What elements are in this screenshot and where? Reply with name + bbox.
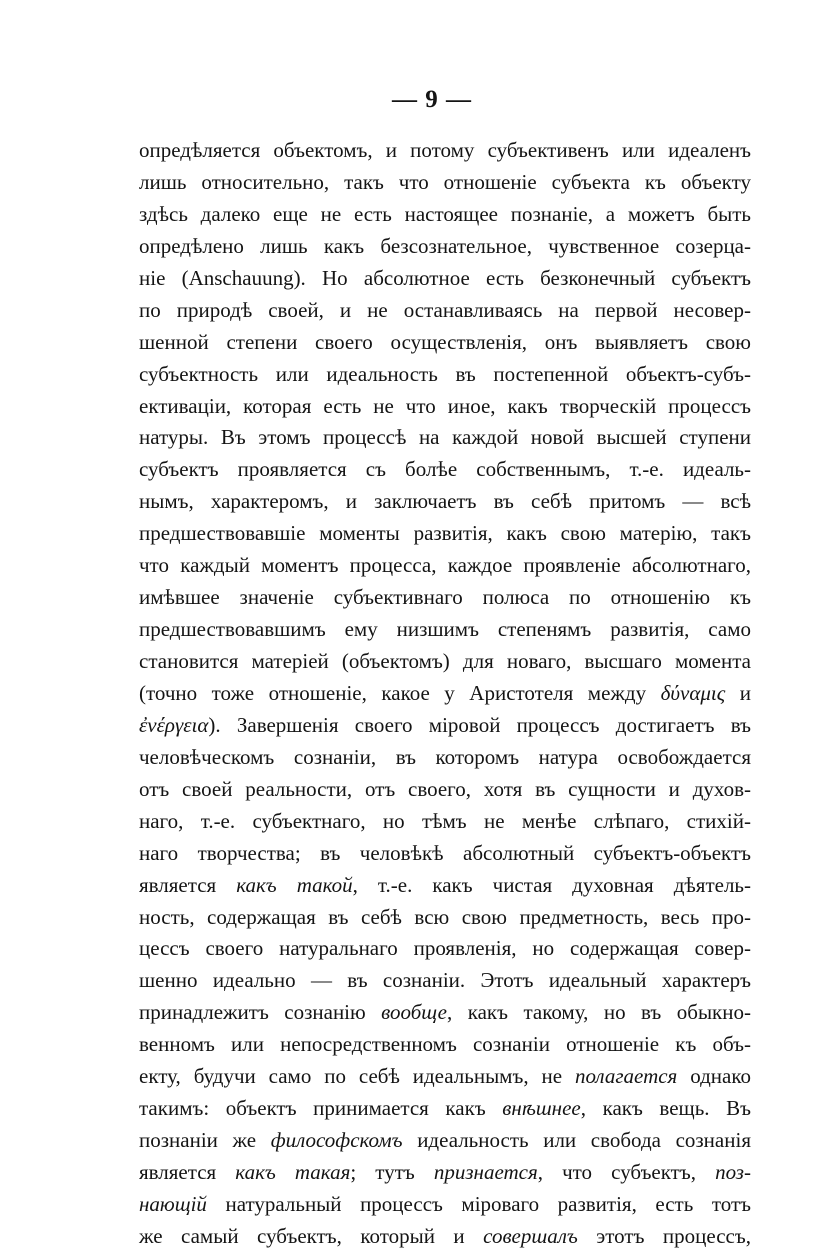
text-line — [139, 614, 751, 646]
text-segment: нымъ, характеромъ, и заключаетъ въ себѣ притомъ — всѣ — [139, 489, 751, 514]
text-line — [139, 902, 751, 934]
text-line — [139, 965, 751, 997]
text-segment: натуры. Въ этомъ процессѣ на каждой новой высшей ступени — [139, 425, 751, 450]
text-segment: ность, содержащая въ себѣ всю свою предметность, весь про- — [139, 904, 751, 929]
text-line — [139, 199, 751, 231]
emphasized-text: нающій — [139, 1191, 207, 1216]
emphasized-text: вообще — [381, 1000, 447, 1025]
text-line — [139, 870, 751, 902]
text-line — [139, 454, 751, 486]
text-segment: является — [139, 872, 237, 897]
text-segment: шенной степени своего осуществленія, онъ выявляетъ свою — [139, 329, 751, 354]
text-segment: же самый субъектъ, который и — [139, 1223, 484, 1248]
text-segment: (точно тоже отношеніе, какое у Аристотеля между — [139, 680, 661, 705]
text-segment: ). Завершенія своего міровой процессъ достигаетъ въ — [208, 712, 751, 737]
text-segment: человѣческомъ сознаніи, въ которомъ натура освобождается — [139, 744, 751, 769]
text-segment: опредѣляется объектомъ, и потому субъективенъ или идеаленъ — [139, 138, 751, 162]
text-segment: натуральный процессъ міроваго развитія, есть тотъ — [206, 1191, 751, 1216]
emphasized-text: философскомъ — [270, 1128, 403, 1153]
text-line — [139, 933, 751, 965]
text-line — [139, 550, 751, 582]
text-segment: субъектъ проявляется съ болѣе собственнымъ, т.-е. идеаль- — [139, 457, 751, 482]
text-line — [139, 167, 751, 199]
text-line — [139, 135, 751, 167]
text-segment: екту, будучи само по себѣ идеальнымъ, не — [139, 1064, 575, 1089]
text-segment: лишь относительно, такъ что отношеніе субъекта къ объекту — [139, 169, 751, 194]
text-segment: венномъ или непосредственномъ сознаніи отношеніе къ объ- — [139, 1032, 751, 1057]
emphasized-text: ἐνέργεια — [139, 712, 209, 737]
text-segment: шенно идеально — въ сознаніи. Этотъ идеальный характеръ — [139, 968, 751, 993]
emphasized-text: какъ такой — [236, 872, 353, 897]
text-line — [139, 518, 751, 550]
text-segment: по природѣ своей, и не останавливаясь на первой несовер- — [139, 297, 751, 322]
text-line — [139, 1125, 751, 1157]
text-line — [139, 1093, 751, 1125]
text-segment: такимъ: объектъ принимается какъ — [139, 1096, 503, 1121]
text-line — [139, 646, 751, 678]
text-segment: этотъ процессъ, — [577, 1223, 751, 1248]
text-segment: наго творчества; въ человѣкѣ абсолютный субъектъ-объектъ — [139, 840, 751, 865]
emphasized-text: совершалъ — [483, 1223, 578, 1248]
text-line — [139, 231, 751, 263]
text-line — [139, 710, 751, 742]
text-segment: отъ своей реальности, отъ своего, хотя въ сущности и духов- — [139, 776, 751, 801]
text-line — [139, 678, 751, 710]
text-line — [139, 1061, 751, 1093]
text-line — [139, 806, 751, 838]
emphasized-text: признается — [433, 1160, 538, 1184]
text-segment: становится матеріей (объектомъ) для новаго, высшаго момента — [139, 649, 751, 673]
emphasized-text: какъ такая — [235, 1160, 351, 1184]
text-segment: , какъ вещь. Въ — [580, 1096, 752, 1121]
text-line — [139, 582, 751, 614]
text-line — [139, 295, 751, 327]
text-line — [139, 391, 751, 423]
text-segment: ніе (Anschauung). Но абсолютное есть безконечный субъектъ — [139, 265, 751, 290]
text-segment: опредѣлено лишь какъ безсознательное, чувственное созерца- — [139, 233, 751, 258]
text-segment: предшествовавшіе моменты развитія, какъ свою матерію, такъ — [139, 521, 751, 546]
text-line — [139, 422, 751, 454]
text-line — [139, 359, 751, 391]
text-line — [139, 774, 751, 806]
text-segment: познаніи же — [139, 1128, 271, 1153]
text-segment: , т.-е. какъ чистая духовная дѣятель- — [352, 872, 752, 897]
text-segment: ; тутъ — [350, 1160, 434, 1184]
text-segment: , что субъектъ, — [537, 1160, 716, 1184]
text-line — [139, 327, 751, 359]
text-line — [139, 486, 751, 518]
text-segment: здѣсь далеко еще не есть настоящее познаніе, а можетъ быть — [139, 201, 751, 226]
text-segment: что каждый моментъ процесса, каждое проявленіе абсолютнаго, — [139, 553, 751, 578]
page-number: — 9 — — [392, 86, 472, 113]
emphasized-text: δύναμις — [660, 680, 726, 705]
text-line — [139, 997, 751, 1029]
emphasized-text: внѣшнее — [502, 1096, 581, 1121]
body-text — [139, 135, 751, 1253]
text-segment: принадлежитъ сознанію — [139, 1000, 382, 1025]
text-segment: субъектность или идеальность въ постепенной объектъ-субъ- — [139, 361, 751, 386]
text-segment: идеальность или свобода сознанія — [402, 1128, 751, 1153]
emphasized-text: полагается — [574, 1064, 678, 1089]
text-segment: цессъ своего натуральнаго проявленія, но содержащая совер- — [139, 936, 751, 961]
text-line — [139, 1221, 751, 1253]
text-segment: предшествовавшимъ ему низшимъ степенямъ развитія, само — [139, 617, 751, 642]
text-line — [139, 838, 751, 870]
text-line — [139, 1157, 751, 1189]
text-segment: и — [725, 680, 751, 705]
text-segment: ективаціи, которая есть не что иное, какъ творческій процессъ — [139, 393, 751, 418]
text-line — [139, 1029, 751, 1061]
text-segment: имѣвшее значеніе субъективнаго полюса по отношенію къ — [139, 585, 751, 610]
text-segment: является — [139, 1160, 236, 1184]
text-line — [139, 1189, 751, 1221]
emphasized-text: поз- — [715, 1160, 751, 1184]
text-line — [139, 742, 751, 774]
text-line — [139, 263, 751, 295]
text-segment: однако — [677, 1064, 751, 1089]
text-segment: наго, т.-е. субъектнаго, но тѣмъ не менѣе слѣпаго, стихій- — [139, 808, 751, 833]
text-segment: , какъ такому, но въ обыкно- — [447, 1000, 751, 1025]
